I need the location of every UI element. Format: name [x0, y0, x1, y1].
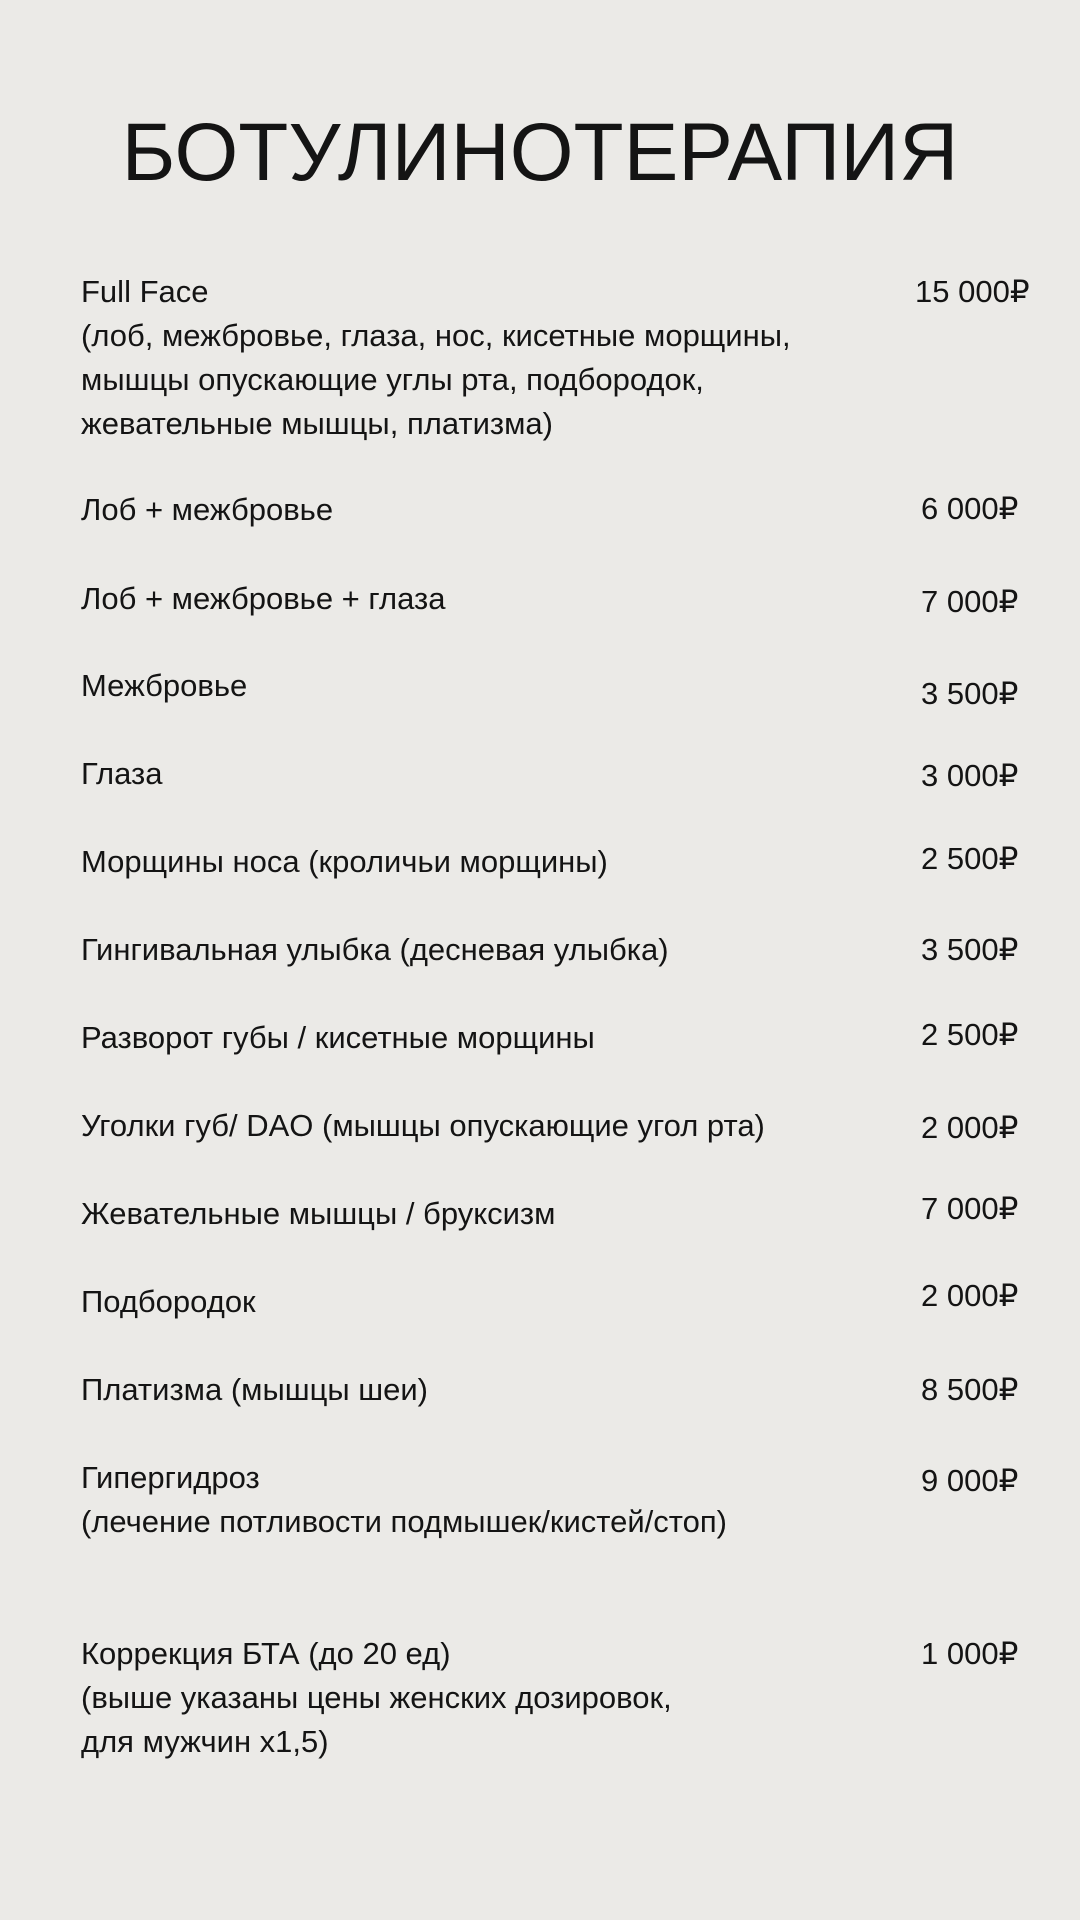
service-detail: (лоб, межбровье, глаза, нос, кисетные морщины, — [81, 318, 791, 353]
service-name: Глаза — [81, 756, 163, 791]
service-name: Межбровье — [81, 668, 248, 703]
service-name: Лоб + межбровье + глаза — [81, 581, 446, 616]
service-price: 7 000₽ — [921, 584, 1019, 619]
service-price: 8 500₽ — [921, 1372, 1019, 1407]
service-price: 2 000₽ — [921, 1278, 1019, 1313]
service-description — [81, 270, 871, 446]
service-detail: (лечение потливости подмышек/кистей/стоп) — [81, 1504, 727, 1539]
service-price: 3 500₽ — [921, 676, 1019, 711]
service-name: Уголки губ/ DAO (мышцы опускающие угол рта) — [81, 1108, 765, 1143]
service-name: Платизма (мышцы шеи) — [81, 1372, 429, 1407]
service-price: 3 000₽ — [921, 758, 1019, 793]
service-description — [81, 1632, 871, 1764]
service-name: Лоб + межбровье — [81, 492, 334, 527]
service-description — [81, 488, 871, 532]
service-price: 6 000₽ — [921, 491, 1019, 526]
service-name: Морщины носа (кроличьи морщины) — [81, 844, 608, 879]
service-description — [81, 1104, 871, 1148]
service-detail: (выше указаны цены женских дозировок, — [81, 1680, 672, 1715]
service-description — [81, 928, 871, 972]
service-price: 3 500₽ — [921, 932, 1019, 967]
service-description — [81, 1280, 871, 1324]
service-price: 1 000₽ — [921, 1636, 1019, 1671]
service-name: Жевательные мышцы / бруксизм — [81, 1196, 556, 1231]
service-name: Коррекция БТА (до 20 ед) — [81, 1636, 451, 1671]
service-description — [81, 840, 871, 884]
service-name: Full Face — [81, 274, 209, 309]
service-price: 15 000₽ — [915, 274, 1030, 309]
service-name: Гингивальная улыбка (десневая улыбка) — [81, 932, 669, 967]
service-price: 2 500₽ — [921, 1017, 1019, 1052]
service-description — [81, 1192, 871, 1236]
service-detail: жевательные мышцы, платизма) — [81, 406, 553, 441]
service-price: 7 000₽ — [921, 1191, 1019, 1226]
service-name: Подбородок — [81, 1284, 256, 1319]
service-description — [81, 577, 871, 621]
service-description — [81, 1368, 871, 1412]
service-detail: для мужчин х1,5) — [81, 1724, 329, 1759]
service-price: 2 500₽ — [921, 841, 1019, 876]
page-title: БОТУЛИНОТЕРАПИЯ — [121, 107, 959, 198]
service-name: Гипергидроз — [81, 1460, 260, 1495]
service-price: 2 000₽ — [921, 1110, 1019, 1145]
service-price: 9 000₽ — [921, 1463, 1019, 1498]
service-name: Разворот губы / кисетные морщины — [81, 1020, 595, 1055]
service-description — [81, 752, 871, 796]
service-description — [81, 664, 871, 708]
service-description — [81, 1456, 871, 1544]
service-detail: мышцы опускающие углы рта, подбородок, — [81, 362, 704, 397]
service-description — [81, 1016, 871, 1060]
